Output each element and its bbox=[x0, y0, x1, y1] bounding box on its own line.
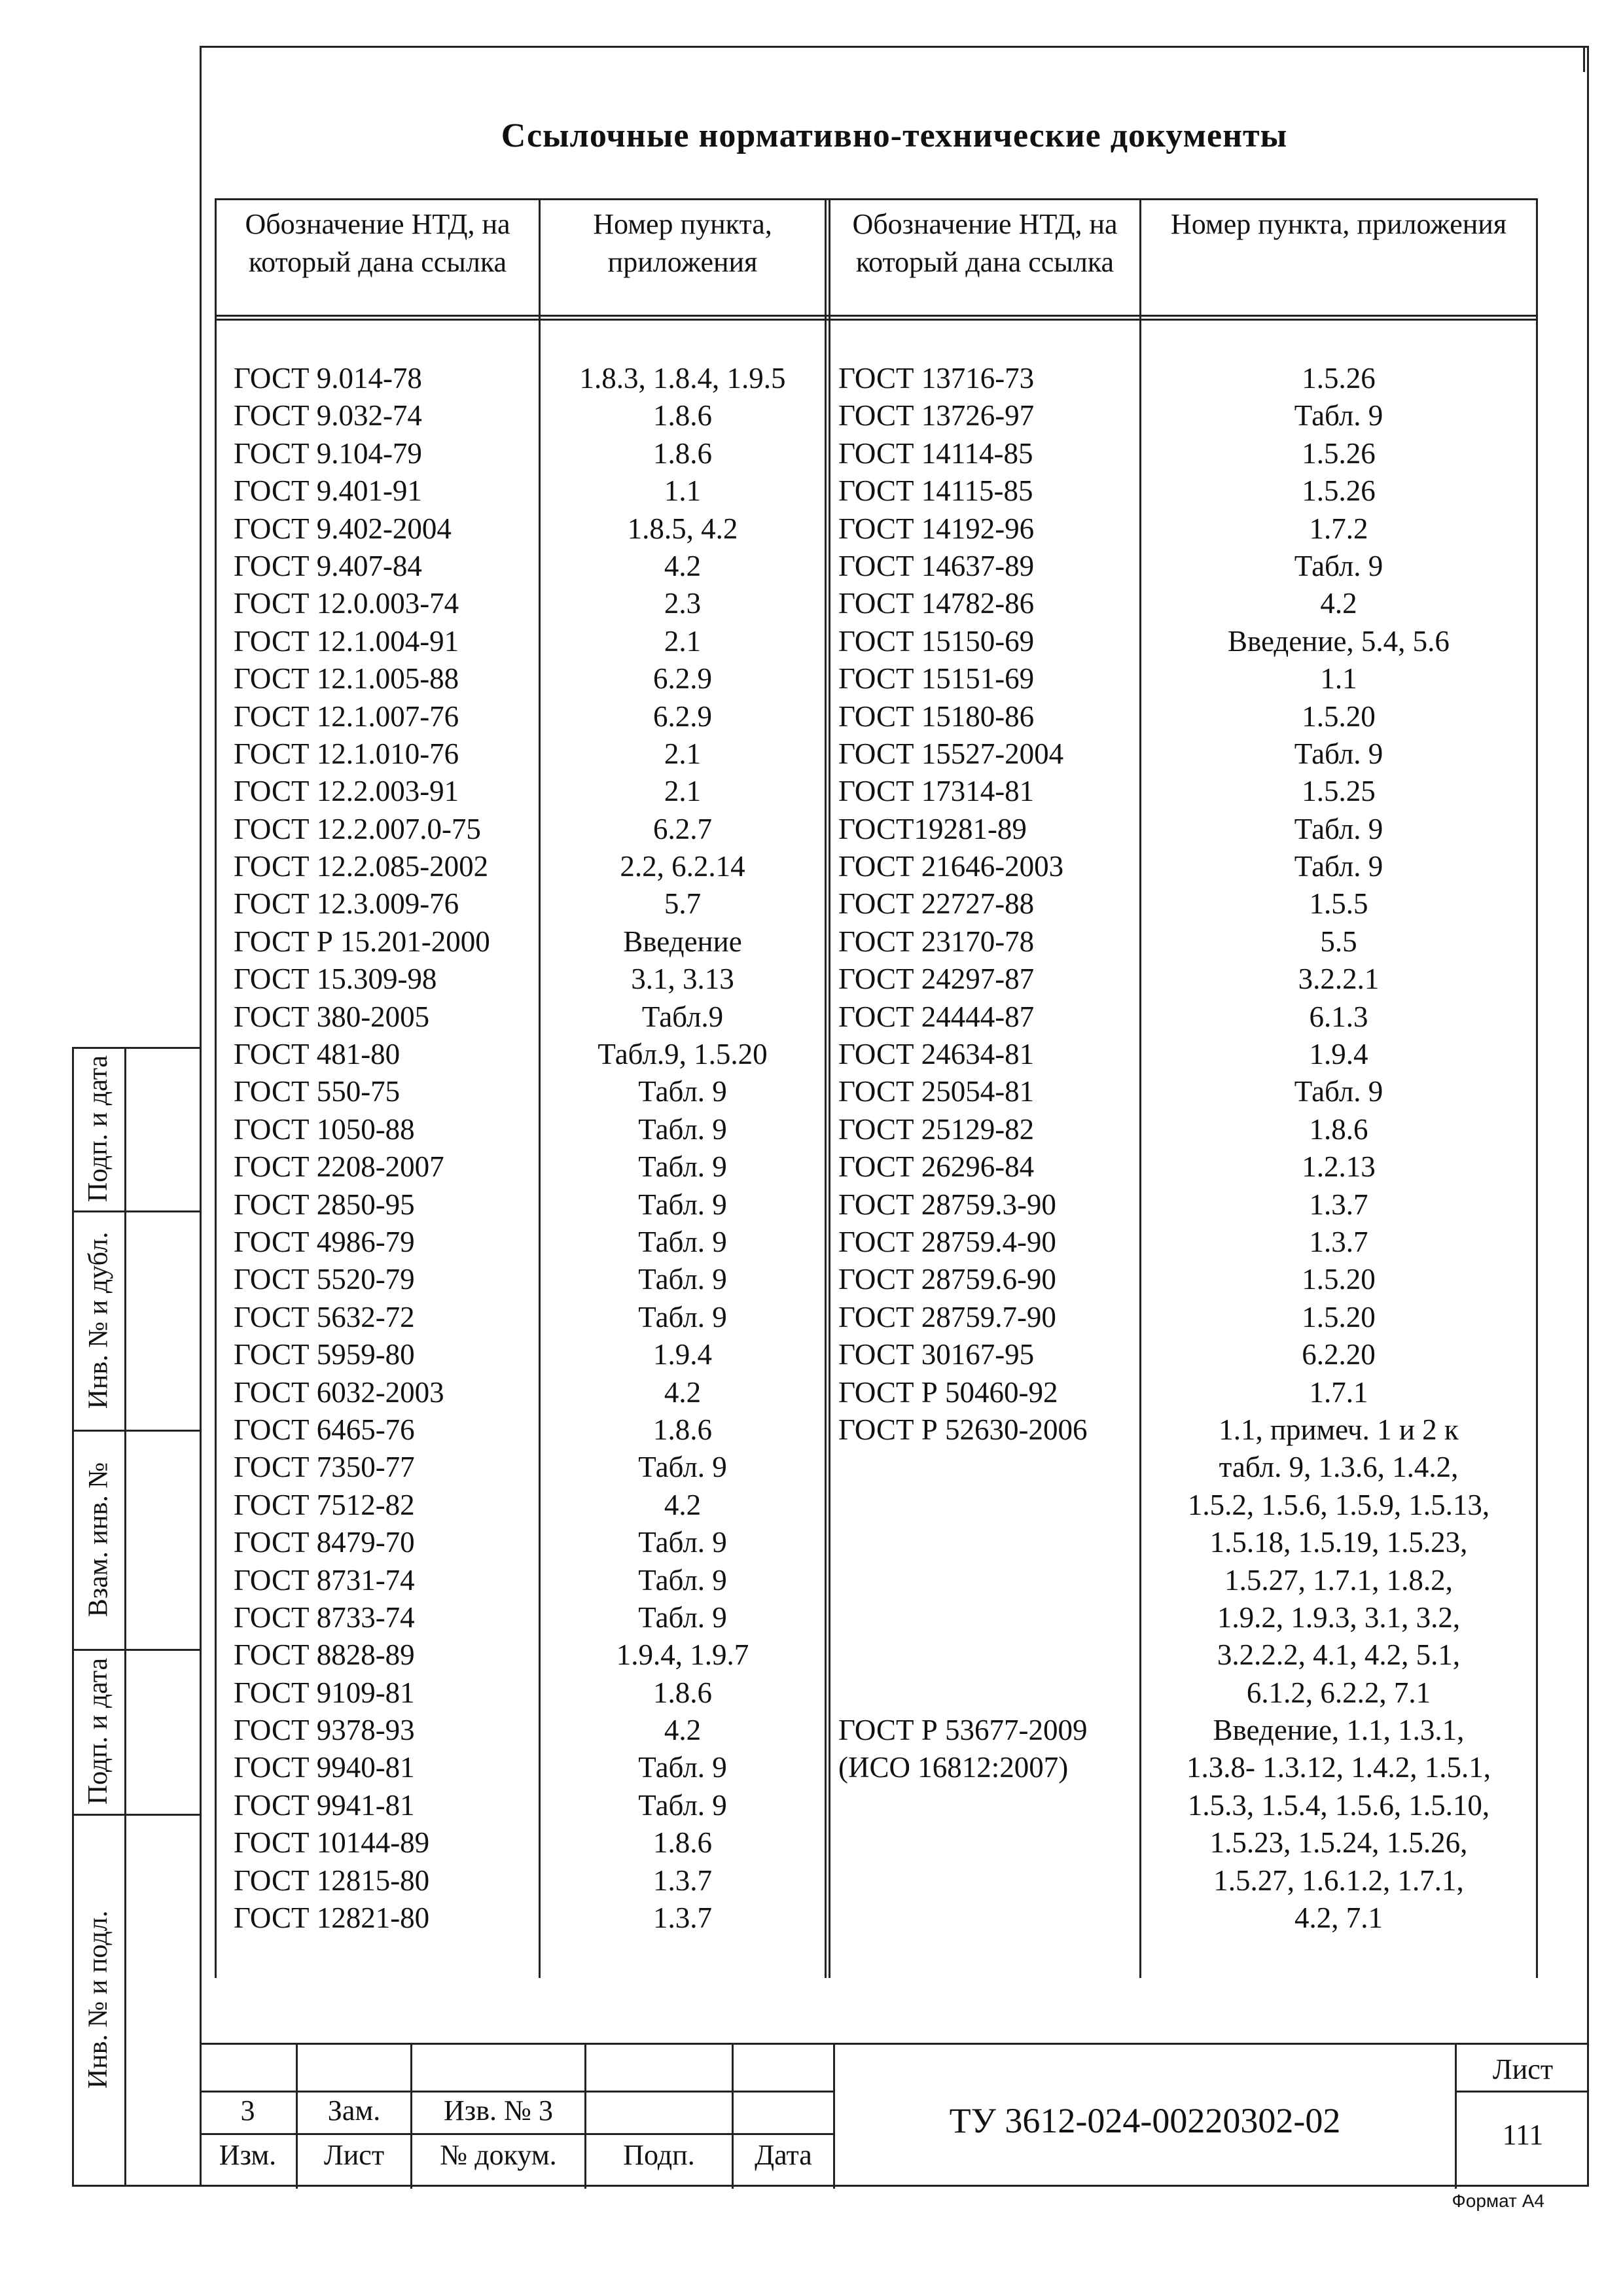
clause-number: 2.3 bbox=[664, 587, 702, 620]
ntd-designation: ГОСТ 4986-79 bbox=[234, 1225, 415, 1258]
clause-number: 4.2 bbox=[664, 549, 702, 582]
clause-number: 1.5.25 bbox=[1302, 775, 1376, 808]
clause-number: 1.8.6 bbox=[653, 399, 712, 433]
clause-number: Табл. 9 bbox=[638, 1788, 727, 1822]
clause-number: 2.2, 6.2.14 bbox=[620, 850, 745, 883]
ntd-designation: ГОСТ 8731-74 bbox=[234, 1563, 415, 1597]
ntd-designation: ГОСТ Р 50460-92 bbox=[838, 1375, 1058, 1409]
clause-number: 4.2 bbox=[664, 1714, 702, 1747]
clause-number: Табл. 9 bbox=[638, 1600, 727, 1634]
clause-number: 1.5.27, 1.6.1.2, 1.7.1, bbox=[1213, 1863, 1464, 1897]
ntd-designation: ГОСТ 24297-87 bbox=[838, 963, 1035, 996]
ntd-designation: ГОСТ 12.0.003-74 bbox=[234, 587, 459, 620]
clause-number: 4.2, 7.1 bbox=[1294, 1901, 1383, 1935]
ntd-designation: ГОСТ Р 53677-2009 bbox=[838, 1714, 1088, 1747]
ntd-designation: ГОСТ 22727-88 bbox=[838, 887, 1035, 921]
ntd-designation: ГОСТ19281-89 bbox=[838, 812, 1027, 845]
ntd-designation: ГОСТ 550-75 bbox=[234, 1075, 401, 1108]
ntd-designation: ГОСТ 14115-85 bbox=[838, 474, 1033, 508]
ntd-designation: ГОСТ 12821-80 bbox=[234, 1901, 430, 1935]
ntd-designation: ГОСТ 12.2.003-91 bbox=[234, 775, 459, 808]
clause-number: 1.3.7 bbox=[1309, 1188, 1368, 1221]
ntd-designation: ГОСТ 12815-80 bbox=[234, 1863, 430, 1897]
ntd-designation: (ИСО 16812:2007) bbox=[838, 1751, 1069, 1784]
ntd-designation bbox=[838, 1824, 1136, 1862]
format-label: Формат А4 bbox=[1452, 2191, 1544, 2211]
ntd-designation: ГОСТ 9940-81 bbox=[234, 1751, 415, 1784]
label-signature: Подп. bbox=[623, 2139, 695, 2171]
clause-number: Табл. 9 bbox=[638, 1225, 727, 1258]
ntd-designation: ГОСТ 2208-2007 bbox=[234, 1150, 444, 1184]
tb-line bbox=[200, 2091, 833, 2093]
clause-number: 1.8.6 bbox=[653, 1676, 712, 1709]
clause-number: 2.1 bbox=[664, 737, 702, 770]
ntd-designation: ГОСТ 9.402-2004 bbox=[234, 512, 452, 545]
clause-number: 6.2.20 bbox=[1302, 1338, 1376, 1371]
clause-number: 1.9.4 bbox=[653, 1338, 712, 1371]
ntd-designation: ГОСТ 8479-70 bbox=[234, 1526, 415, 1559]
clause-number: 3.2.2.1 bbox=[1298, 963, 1380, 996]
ntd-designation: ГОСТ Р 15.201-2000 bbox=[234, 925, 490, 958]
ntd-designation: ГОСТ 5520-79 bbox=[234, 1263, 415, 1296]
label-doc-number: № докум. bbox=[440, 2139, 557, 2171]
clause-number: Табл. 9 bbox=[638, 1075, 727, 1108]
clause-number: 2.1 bbox=[664, 624, 702, 658]
clause-number: 1.5.26 bbox=[1302, 436, 1376, 470]
clause-number: 6.1.3 bbox=[1309, 1000, 1368, 1033]
rev-doc: Изв. № 3 bbox=[444, 2094, 553, 2127]
ntd-designation: ГОСТ 7350-77 bbox=[234, 1451, 415, 1484]
tb-line bbox=[1455, 2091, 1589, 2093]
clause-number: Табл. 9 bbox=[638, 1751, 727, 1784]
ntd-designation: ГОСТ 12.1.010-76 bbox=[234, 737, 459, 770]
ntd-designation: ГОСТ 12.3.009-76 bbox=[234, 887, 459, 921]
clause-number: Табл. 9 bbox=[638, 1451, 727, 1484]
clause-number: 1.9.4 bbox=[1309, 1038, 1368, 1071]
ntd-designation: ГОСТ 23170-78 bbox=[838, 925, 1035, 958]
ntd-designation: ГОСТ 14637-89 bbox=[838, 549, 1035, 582]
ntd-designation: ГОСТ 9378-93 bbox=[234, 1714, 415, 1747]
ntd-designation: ГОСТ 17314-81 bbox=[838, 775, 1035, 808]
ntd-designation: ГОСТ 380-2005 bbox=[234, 1000, 430, 1033]
clause-number: 1.5.20 bbox=[1302, 1263, 1376, 1296]
label-date: Дата bbox=[755, 2139, 812, 2171]
clause-number: 1.8.6 bbox=[653, 1413, 712, 1446]
clause-number: 5.7 bbox=[664, 887, 702, 921]
ntd-designation bbox=[838, 1674, 1136, 1712]
clause-number: Табл. 9 bbox=[1294, 737, 1383, 770]
ntd-designation bbox=[838, 1449, 1136, 1486]
column-right-docs bbox=[838, 360, 1136, 1937]
clause-number: Табл. 9 bbox=[1294, 812, 1383, 845]
ntd-designation: ГОСТ 24634-81 bbox=[838, 1038, 1035, 1071]
ntd-designation: ГОСТ 6465-76 bbox=[234, 1413, 415, 1446]
ntd-designation: ГОСТ 15150-69 bbox=[838, 624, 1035, 658]
clause-number: 1.5.3, 1.5.4, 1.5.6, 1.5.10, bbox=[1187, 1788, 1490, 1822]
ntd-designation: ГОСТ 1050-88 bbox=[234, 1112, 415, 1146]
clause-number: 2.1 bbox=[664, 775, 702, 808]
ntd-designation: ГОСТ 14192-96 bbox=[838, 512, 1035, 545]
clause-number: 1.3.7 bbox=[653, 1901, 712, 1935]
ntd-designation: ГОСТ 9.032-74 bbox=[234, 399, 422, 433]
clause-number: 1.5.26 bbox=[1302, 362, 1376, 395]
ntd-designation: ГОСТ 12.2.085-2002 bbox=[234, 850, 489, 883]
clause-number: Табл. 9 bbox=[638, 1263, 727, 1296]
ntd-designation: ГОСТ 24444-87 bbox=[838, 1000, 1035, 1033]
clause-number: 1.7.2 bbox=[1309, 512, 1368, 545]
ntd-designation: ГОСТ 9.014-78 bbox=[234, 362, 422, 395]
ntd-designation: ГОСТ 9.401-91 bbox=[234, 474, 422, 508]
title-block bbox=[200, 2043, 1589, 2187]
strip-label: Подп. и дата bbox=[83, 1055, 114, 1203]
clause-number: табл. 9, 1.3.6, 1.4.2, bbox=[1219, 1451, 1459, 1484]
ntd-designation: ГОСТ 12.1.004-91 bbox=[234, 624, 459, 658]
page-title: Ссылочные нормативно-технические документы bbox=[501, 117, 1288, 154]
clause-number: 1.5.2, 1.5.6, 1.5.9, 1.5.13, bbox=[1187, 1488, 1490, 1521]
header-col4: Номер пункта, приложения bbox=[1170, 208, 1507, 240]
ntd-designation: ГОСТ 15527-2004 bbox=[838, 737, 1064, 770]
ntd-designation bbox=[838, 1524, 1136, 1561]
ntd-designation: ГОСТ 14114-85 bbox=[838, 436, 1033, 470]
clause-number: 1.5.5 bbox=[1309, 887, 1368, 921]
ntd-designation: ГОСТ 26296-84 bbox=[838, 1150, 1035, 1184]
clause-number: 1.1, примеч. 1 и 2 к bbox=[1219, 1413, 1459, 1446]
ntd-designation: ГОСТ 9.407-84 bbox=[234, 549, 422, 582]
ntd-designation: ГОСТ 12.2.007.0-75 bbox=[234, 812, 481, 845]
ntd-designation bbox=[838, 1899, 1136, 1937]
sheet-number: 111 bbox=[1502, 2119, 1544, 2151]
clause-number: Введение, 1.1, 1.3.1, bbox=[1213, 1714, 1465, 1747]
clause-number: 1.8.6 bbox=[653, 1826, 712, 1860]
clause-number: 1.8.5, 4.2 bbox=[627, 512, 738, 545]
clause-number: Табл. 9 bbox=[1294, 850, 1383, 883]
clause-number: 1.1 bbox=[664, 474, 702, 508]
ntd-designation: ГОСТ 15.309-98 bbox=[234, 963, 437, 996]
ntd-designation: ГОСТ 13716-73 bbox=[838, 362, 1035, 395]
ntd-designation: ГОСТ 14782-86 bbox=[838, 587, 1035, 620]
clause-number: 4.2 bbox=[1320, 587, 1357, 620]
ntd-designation: ГОСТ 21646-2003 bbox=[838, 850, 1064, 883]
ntd-designation bbox=[838, 1636, 1136, 1674]
ntd-designation: ГОСТ 9.104-79 bbox=[234, 436, 422, 470]
clause-number: Табл. 9 bbox=[638, 1150, 727, 1184]
tb-line bbox=[200, 2133, 833, 2135]
header-rule bbox=[217, 315, 1536, 321]
clause-number: 1.8.6 bbox=[653, 436, 712, 470]
sheet-label: Лист bbox=[1492, 2053, 1554, 2085]
ntd-designation: ГОСТ 28759.4-90 bbox=[838, 1225, 1056, 1258]
ntd-designation: ГОСТ 12.1.005-88 bbox=[234, 662, 459, 696]
clause-number: Табл.9, 1.5.20 bbox=[597, 1038, 768, 1071]
ntd-designation: ГОСТ 15180-86 bbox=[838, 699, 1035, 733]
ntd-designation: ГОСТ 7512-82 bbox=[234, 1488, 415, 1521]
rev-number: 3 bbox=[240, 2094, 255, 2127]
ntd-designation bbox=[838, 1599, 1136, 1636]
ntd-designation bbox=[838, 1862, 1136, 1899]
clause-number: 1.7.1 bbox=[1309, 1375, 1368, 1409]
clause-number: 1.3.8- 1.3.12, 1.4.2, 1.5.1, bbox=[1186, 1751, 1491, 1784]
document-designation: ТУ 3612-024-00220302-02 bbox=[949, 2101, 1341, 2140]
rev-sheet: Зам. bbox=[327, 2094, 381, 2127]
clause-number: 1.5.20 bbox=[1302, 1300, 1376, 1333]
ntd-designation bbox=[838, 1787, 1136, 1824]
clause-number: 1.3.7 bbox=[1309, 1225, 1368, 1258]
ntd-designation: ГОСТ 12.1.007-76 bbox=[234, 699, 459, 733]
ntd-designation: ГОСТ 25054-81 bbox=[838, 1075, 1035, 1108]
clause-number: Табл. 9 bbox=[638, 1112, 727, 1146]
clause-number: 1.5.27, 1.7.1, 1.8.2, bbox=[1224, 1563, 1453, 1597]
ntd-designation: ГОСТ 15151-69 bbox=[838, 662, 1035, 696]
clause-number: 1.5.26 bbox=[1302, 474, 1376, 508]
ntd-designation: ГОСТ 30167-95 bbox=[838, 1338, 1035, 1371]
header-col1: Обозначение НТД, на который дана ссылка bbox=[245, 208, 510, 278]
clause-number: Табл. 9 bbox=[638, 1526, 727, 1559]
ntd-designation: ГОСТ 2850-95 bbox=[234, 1188, 415, 1221]
column-left-docs bbox=[234, 360, 535, 1937]
ntd-designation: ГОСТ 25129-82 bbox=[838, 1112, 1035, 1146]
clause-number: Табл. 9 bbox=[1294, 399, 1383, 433]
clause-number: Введение, 5.4, 5.6 bbox=[1228, 624, 1450, 658]
ntd-designation: ГОСТ 28759.6-90 bbox=[838, 1263, 1056, 1296]
clause-number: 1.9.4, 1.9.7 bbox=[616, 1638, 749, 1672]
ntd-designation: ГОСТ 481-80 bbox=[234, 1038, 401, 1071]
clause-number: Табл. 9 bbox=[638, 1188, 727, 1221]
strip-label: Инв. № и подл. bbox=[83, 1910, 114, 2089]
ntd-designation: ГОСТ 28759.7-90 bbox=[838, 1300, 1056, 1333]
clause-number: 6.2.9 bbox=[653, 662, 712, 696]
ntd-designation bbox=[838, 1562, 1136, 1599]
clause-number: 6.2.7 bbox=[653, 812, 712, 845]
binding-strip bbox=[72, 1047, 200, 2187]
ntd-designation: ГОСТ 5632-72 bbox=[234, 1300, 415, 1333]
ntd-designation: ГОСТ 28759.3-90 bbox=[838, 1188, 1056, 1221]
ntd-designation: ГОСТ Р 52630-2006 bbox=[838, 1413, 1088, 1446]
clause-number: Табл. 9 bbox=[638, 1300, 727, 1333]
clause-number: 1.8.6 bbox=[1309, 1112, 1368, 1146]
clause-number: 6.1.2, 6.2.2, 7.1 bbox=[1246, 1676, 1431, 1709]
clause-number: 3.2.2.2, 4.1, 4.2, 5.1, bbox=[1217, 1638, 1461, 1672]
clause-number: 1.5.18, 1.5.19, 1.5.23, bbox=[1209, 1526, 1468, 1559]
clause-number: Введение bbox=[623, 925, 742, 958]
clause-number: 1.2.13 bbox=[1302, 1150, 1376, 1184]
clause-number: 1.3.7 bbox=[653, 1863, 712, 1897]
ntd-designation: ГОСТ 9941-81 bbox=[234, 1788, 415, 1822]
ntd-designation: ГОСТ 5959-80 bbox=[234, 1338, 415, 1371]
strip-rule bbox=[72, 2185, 200, 2187]
clause-number: 5.5 bbox=[1320, 925, 1357, 958]
ntd-designation: ГОСТ 13726-97 bbox=[838, 399, 1035, 433]
label-list: Лист bbox=[323, 2139, 385, 2171]
clause-number: 1.5.23, 1.5.24, 1.5.26, bbox=[1209, 1826, 1468, 1860]
column-left-items bbox=[541, 360, 825, 1937]
strip-label: Взам. инв. № bbox=[83, 1462, 113, 1617]
clause-number: Табл. 9 bbox=[1294, 549, 1383, 582]
header-col2: Номер пункта, приложения bbox=[593, 208, 772, 278]
strip-label: Инв. № и дубл. bbox=[83, 1231, 114, 1409]
clause-number: 1.5.20 bbox=[1302, 699, 1376, 733]
clause-number: 6.2.9 bbox=[653, 699, 712, 733]
clause-number: 4.2 bbox=[664, 1488, 702, 1521]
clause-number: 1.1 bbox=[1320, 662, 1357, 696]
strip-label: Подп. и дата bbox=[83, 1657, 114, 1805]
column-right-items bbox=[1141, 360, 1536, 1937]
ntd-designation: ГОСТ 6032-2003 bbox=[234, 1375, 444, 1409]
ntd-designation: ГОСТ 9109-81 bbox=[234, 1676, 415, 1709]
clause-number: 3.1, 3.13 bbox=[631, 963, 734, 996]
ntd-designation: ГОСТ 8733-74 bbox=[234, 1600, 415, 1634]
clause-number: Табл.9 bbox=[641, 1000, 724, 1033]
label-izm: Изм. bbox=[219, 2139, 277, 2171]
ntd-designation bbox=[838, 1487, 1136, 1524]
clause-number: 1.9.2, 1.9.3, 3.1, 3.2, bbox=[1217, 1600, 1461, 1634]
ntd-designation: ГОСТ 8828-89 bbox=[234, 1638, 415, 1672]
clause-number: 4.2 bbox=[664, 1375, 702, 1409]
clause-number: Табл. 9 bbox=[1294, 1075, 1383, 1108]
column-divider-double bbox=[825, 200, 830, 1978]
clause-number: 1.8.3, 1.8.4, 1.9.5 bbox=[579, 362, 786, 395]
header-col3: Обозначение НТД, на который дана ссылка bbox=[852, 208, 1118, 278]
ntd-designation: ГОСТ 10144-89 bbox=[234, 1826, 430, 1860]
strip-border bbox=[124, 1047, 126, 2187]
clause-number: Табл. 9 bbox=[638, 1563, 727, 1597]
reference-table bbox=[215, 198, 1538, 1978]
